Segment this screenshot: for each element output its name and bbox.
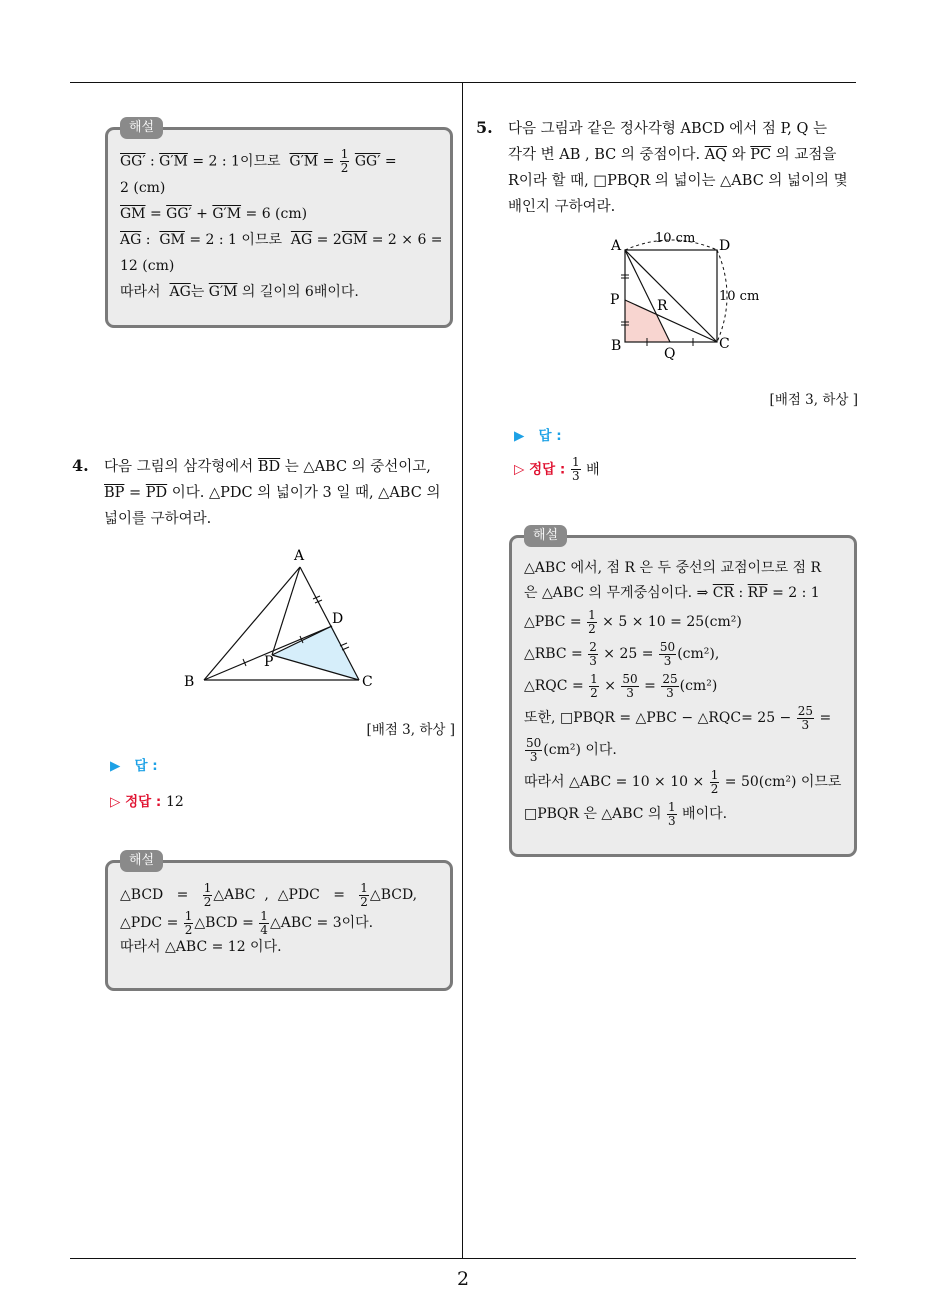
question-4-correct: ▷ 정답 : 12 bbox=[110, 794, 184, 810]
question-4-number: 4. bbox=[72, 456, 89, 475]
solution-tag: 해설 bbox=[120, 850, 163, 872]
question-5-answer: ▶ 답 : bbox=[514, 428, 562, 444]
question-5-text: 다음 그림과 같은 정사각형 ABCD 에서 점 P, Q 는 각각 변 AB , BC 의 중점이다. $\overline{AQ}$ 와 $\overline{PC}$ 의 교점을 R이라 할 때, □PBQR 의 넓이는 △ABC 의 넓이의 몇 배인지 구하여라. bbox=[508, 121, 848, 215]
question-4-text: 다음 그림의 삼각형에서 $\overline{BD}$ 는 △ABC 의 중선이고, $\overline{BP} = \overline{PD}$ 이다. △PDC 의 넓이가 3 일 때, △ABC 의 넓이를 구하여라. bbox=[104, 459, 441, 527]
triangle-outline-icon: ▷ bbox=[110, 794, 121, 810]
top-rule bbox=[70, 82, 856, 83]
question-4-score: [배점 3, 하상 ] bbox=[366, 722, 455, 738]
page-number: 2 bbox=[456, 1268, 470, 1290]
label-B: B bbox=[184, 674, 195, 690]
bottom-rule bbox=[70, 1258, 856, 1259]
question-5-score: [배점 3, 하상 ] bbox=[769, 392, 858, 408]
triangle-outline-icon: ▷ bbox=[514, 461, 525, 478]
label-side-length: 10 cm bbox=[719, 289, 760, 304]
label-D: D bbox=[332, 611, 344, 627]
play-icon: ▶ bbox=[110, 758, 121, 774]
label-Q: Q bbox=[664, 346, 676, 362]
square-figure bbox=[600, 228, 770, 368]
question-5-correct: ▷ 정답 : $\frac{1}{3}$ 배 bbox=[514, 455, 600, 483]
label-A: A bbox=[611, 238, 622, 254]
label-C: C bbox=[362, 674, 373, 690]
solution-tag: 해설 bbox=[120, 117, 163, 139]
solution-box-2: 해설 △BCD = $\frac{1}{2}$ △ABC , △PDC = $\frac{1}{2}$ △BCD, △PDC = $\frac{1}{2}$ △BCD = $\frac{1}{4}$ △ABC = 3이다. 따라서 △ABC = 12 이다. bbox=[105, 860, 453, 991]
label-C: C bbox=[719, 336, 730, 352]
solution-line: GG′ : G′M = 2 : 1이므로 G′M = $\frac{1}{2}$ GG′ = bbox=[120, 147, 397, 175]
label-B: B bbox=[611, 338, 622, 354]
solution-tag: 해설 bbox=[524, 525, 567, 547]
label-P: P bbox=[610, 292, 620, 308]
column-divider bbox=[462, 82, 463, 1258]
question-4-answer: ▶ 답 : bbox=[110, 758, 158, 774]
triangle-figure bbox=[180, 540, 380, 700]
question-5-number: 5. bbox=[476, 118, 493, 137]
solution-box-3: 해설 △ABC 에서, 점 R 은 두 중선의 교점이므로 점 R 은 △ABC 의 무게중심이다. ⇒ $\overline{CR}$ : $\overline{RP} = 2$ : 1 △PBC = $\frac{1}{2}$ × 5 × 10 = 25(cm²) △RBC = $\frac{2}{3}$ × 25 = $\frac{50}{3}$ (cm²), △RQC = $\frac{1}{2}$ × $\frac{50}{3}$ = $\frac{25}{3}$ (cm²) 또한, □PBQR = △PBC − △RQC= 25 − $\frac{25}{3}$ = $\frac{50}{3}$ (cm²) 이다. 따라서 △ABC = 10 × 10 × $\frac{1}{2}$ = 50(cm²) 이므로 □PBQR 은 △ABC 의 $\frac{1}{3}$ 배이다. bbox=[509, 535, 857, 857]
label-P: P bbox=[264, 654, 274, 670]
label-top-length: 10 cm bbox=[655, 231, 696, 246]
label-A: A bbox=[294, 548, 305, 564]
play-icon: ▶ bbox=[514, 428, 525, 444]
solution-box-1: 해설 GG′ : G′M = 2 : 1이므로 G′M = $\frac{1}{2}$ GG′ = 2 (cm) $\overline{GM} = GG' + G'M = 6$ (cm) $\overline{AG}$ : $\overline{GM} = 2$ : 1 이므로 $\overline{AG} = 2\overline{GM} = 2 \times 6$ = 12 (cm) 따라서 $\overline{AG}$는 G′M 의 길이의 6배이다. bbox=[105, 127, 453, 328]
label-D: D bbox=[719, 238, 731, 254]
label-R: R bbox=[657, 298, 668, 314]
